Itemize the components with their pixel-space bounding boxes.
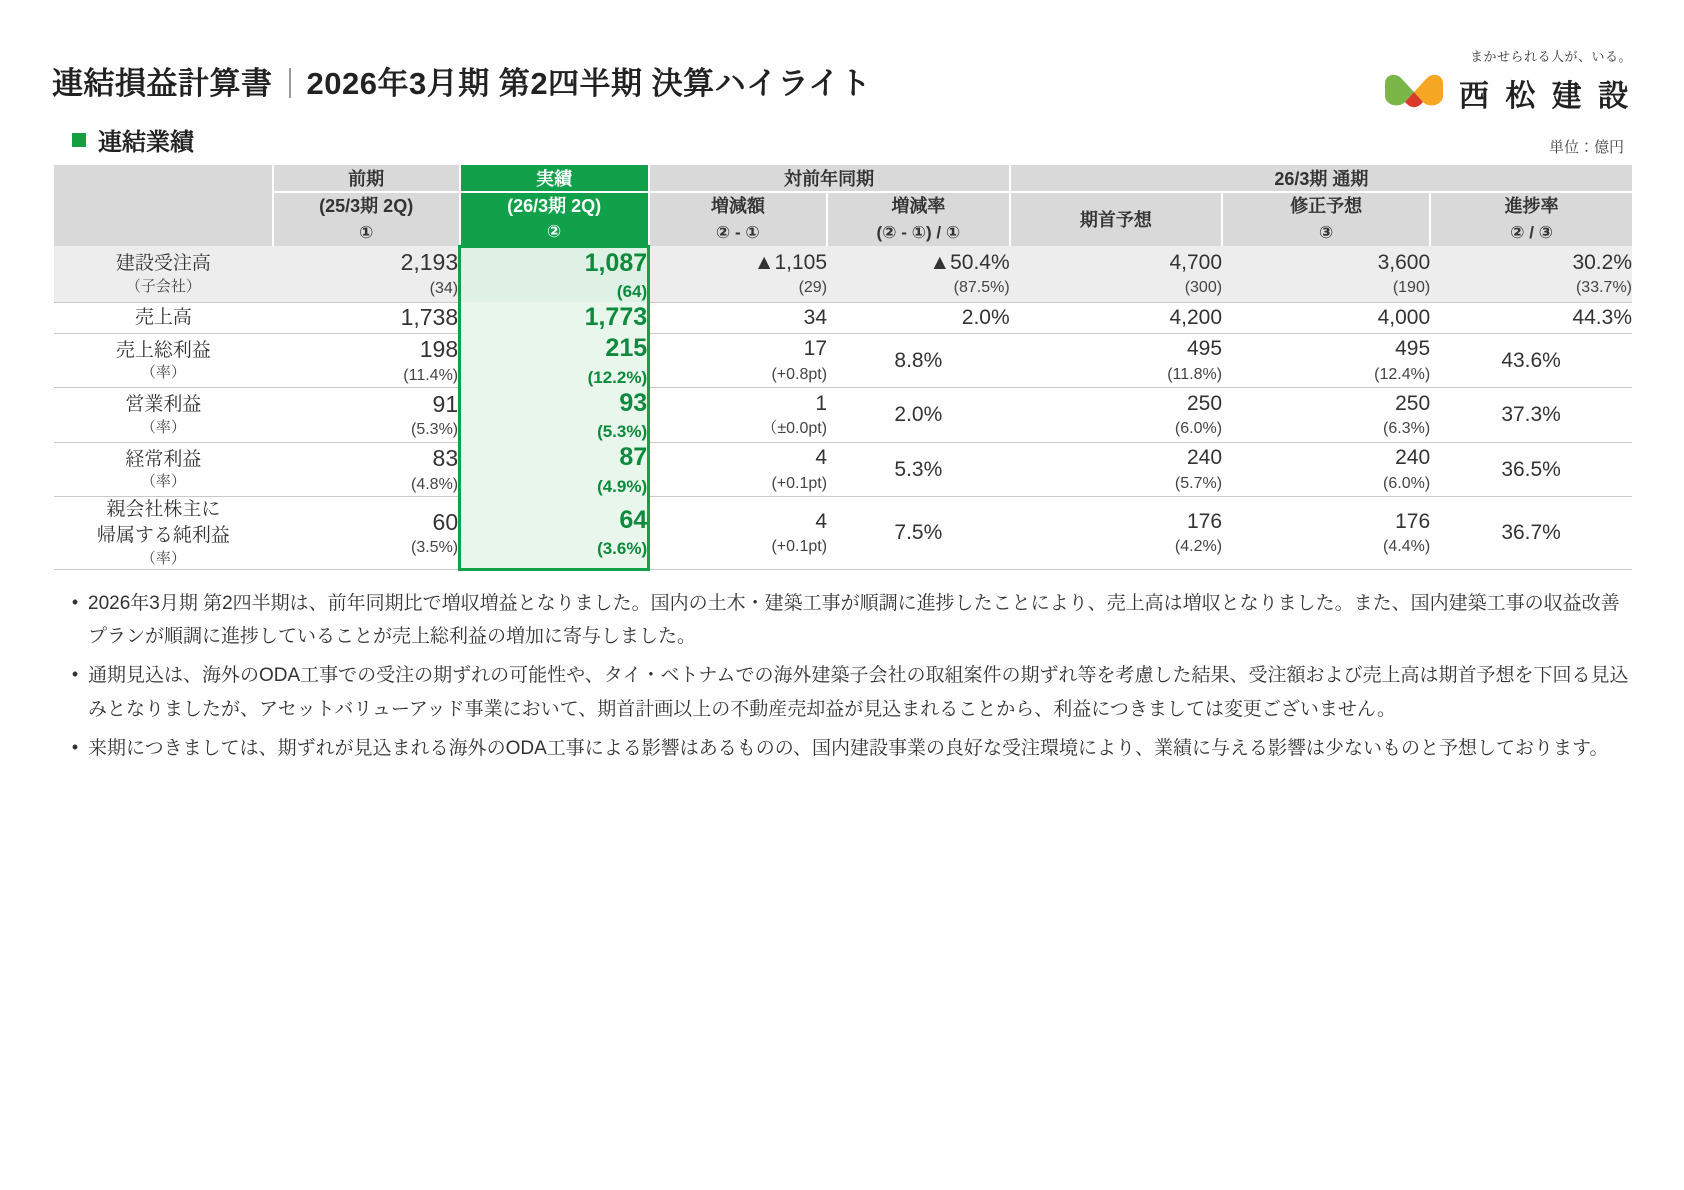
row-label-main-5: 親会社株主に xyxy=(106,499,221,521)
cell-yoy-amount-main-3: 1 xyxy=(815,391,828,415)
cell-revised-main-1: 4,000 xyxy=(1377,305,1431,329)
cell-prev-main-5: 60 xyxy=(432,508,459,535)
cell-revised-4 xyxy=(1222,442,1430,497)
header-progress-mark: ② / ③ xyxy=(1430,219,1632,246)
cell-yoy-amount-sub-4: (+0.1pt) xyxy=(771,474,828,492)
header-progress: 進捗率 xyxy=(1430,192,1632,219)
table-row xyxy=(54,246,1632,302)
unit-note: 単位：億円 xyxy=(1548,139,1624,156)
cell-actual-2 xyxy=(460,333,649,388)
cell-revised-1 xyxy=(1222,302,1430,333)
header-yoy-amount-mark: ② - ① xyxy=(649,219,827,246)
cell-initial-4 xyxy=(1010,442,1222,497)
cell-actual-1 xyxy=(460,302,649,333)
logo-row xyxy=(1383,71,1632,115)
cell-initial-2 xyxy=(1010,333,1222,388)
logo-tagline: まかせられる人が、いる。 xyxy=(1469,49,1632,64)
cell-prev-main-1: 1,738 xyxy=(400,304,459,331)
cell-prev-sub-3: (5.3%) xyxy=(411,421,459,439)
cell-yoy-amount-sub-5: (+0.1pt) xyxy=(771,538,828,556)
cell-actual-main-5: 64 xyxy=(619,506,648,535)
nishimatsu-mark-icon xyxy=(1383,71,1445,115)
cell-initial-main-3: 250 xyxy=(1187,391,1223,415)
cell-actual-4 xyxy=(460,442,649,497)
cell-prev-4 xyxy=(273,442,460,497)
cell-actual-main-2: 215 xyxy=(605,334,648,363)
cell-yoy-amount-main-5: 4 xyxy=(815,509,828,533)
cell-actual-5 xyxy=(460,497,649,570)
row-label-main-3: 営業利益 xyxy=(125,394,202,416)
cell-initial-sub-2: (11.8%) xyxy=(1167,365,1223,383)
cell-prev-sub-4: (4.8%) xyxy=(411,475,459,493)
cell-yoy-amount-3 xyxy=(649,388,827,443)
cell-revised-2 xyxy=(1222,333,1430,388)
cell-initial-sub-5: (4.2%) xyxy=(1174,538,1223,556)
note-text-0: 2026年3月期 第2四半期は、前年同期比で増収増益となりました。国内の土木・建築工事が順調に進捗したことにより、売上高は増収となりました。また、国内建築工事の収益改善プランが順調に進捗していることが売上総利益の増加に寄与しました。 xyxy=(88,592,1620,648)
table-row xyxy=(54,333,1632,388)
cell-actual-sub-5: (3.6%) xyxy=(597,539,648,559)
cell-progress-sub-0: (33.7%) xyxy=(1575,278,1632,296)
cell-yoy-rate-main-1: 2.0% xyxy=(961,305,1010,329)
cell-progress-3 xyxy=(1430,388,1632,443)
cell-revised-main-2: 495 xyxy=(1395,337,1431,361)
logo-company-name: 西 松 建 設 xyxy=(1458,80,1632,113)
cell-progress-0 xyxy=(1430,246,1632,302)
cell-yoy-rate-main-5: 7.5% xyxy=(894,521,943,545)
cell-revised-sub-2: (12.4%) xyxy=(1374,365,1431,383)
cell-revised-5 xyxy=(1222,497,1430,570)
page-header xyxy=(52,40,1632,113)
cell-yoy-rate-main-3: 2.0% xyxy=(894,403,943,427)
cell-initial-main-0: 4,700 xyxy=(1169,250,1223,274)
cell-yoy-amount-4 xyxy=(649,442,827,497)
header-revised-mark: ③ xyxy=(1222,219,1430,246)
cell-actual-main-3: 93 xyxy=(619,388,648,417)
cell-revised-0 xyxy=(1222,246,1430,302)
cell-initial-5 xyxy=(1010,497,1222,570)
header-actual-period: (26/3期 2Q) xyxy=(460,192,649,219)
table-header-sub-row xyxy=(54,192,1632,219)
cell-initial-main-2: 495 xyxy=(1187,337,1223,361)
row-label-sub-0: （子会社） xyxy=(125,277,201,295)
cell-progress-4 xyxy=(1430,442,1632,497)
cell-initial-main-5: 176 xyxy=(1187,509,1223,533)
cell-initial-main-4: 240 xyxy=(1187,446,1223,470)
cell-progress-main-0: 30.2% xyxy=(1572,250,1632,274)
cell-initial-sub-0: (300) xyxy=(1184,278,1223,296)
table-row xyxy=(54,442,1632,497)
row-label-sub-3: （率） xyxy=(140,418,186,436)
header-group-prev: 前期 xyxy=(273,165,460,192)
header-blank-cell xyxy=(54,165,273,246)
cell-actual-3 xyxy=(460,388,649,443)
title-divider-icon xyxy=(289,68,291,98)
row-label-sub-5: （率） xyxy=(140,549,186,567)
section-title-label: 連結業績 xyxy=(98,129,194,156)
cell-progress-main-3: 37.3% xyxy=(1501,403,1561,427)
cell-revised-main-4: 240 xyxy=(1395,446,1431,470)
list-item xyxy=(62,587,1632,654)
row-label-3 xyxy=(54,388,273,443)
cell-actual-sub-4: (4.9%) xyxy=(597,476,648,496)
section-header xyxy=(52,122,1632,157)
cell-yoy-amount-2 xyxy=(649,333,827,388)
cell-yoy-amount-sub-2: (+0.8pt) xyxy=(771,365,828,383)
cell-prev-main-3: 91 xyxy=(432,390,459,417)
cell-initial-sub-3: (6.0%) xyxy=(1174,420,1223,438)
cell-progress-main-5: 36.7% xyxy=(1501,521,1561,545)
cell-prev-sub-2: (11.4%) xyxy=(403,366,459,384)
cell-revised-main-0: 3,600 xyxy=(1377,250,1431,274)
cell-yoy-rate-sub-0: (87.5%) xyxy=(953,278,1010,296)
cell-actual-sub-3: (5.3%) xyxy=(597,422,648,442)
cell-yoy-rate-2 xyxy=(827,333,1010,388)
cell-yoy-amount-main-1: 34 xyxy=(803,305,828,329)
row-label-sub-2: （率） xyxy=(140,364,186,382)
cell-actual-0 xyxy=(460,246,649,302)
cell-actual-main-1: 1,773 xyxy=(584,303,648,332)
list-item xyxy=(62,732,1632,765)
page-title xyxy=(52,40,871,103)
cell-revised-3 xyxy=(1222,388,1430,443)
cell-progress-main-2: 43.6% xyxy=(1501,348,1561,372)
bullet-dot-icon: • xyxy=(71,736,79,757)
cell-initial-3 xyxy=(1010,388,1222,443)
row-label-line2-5: 帰属する純利益 xyxy=(96,524,230,546)
cell-revised-sub-4: (6.0%) xyxy=(1383,474,1431,492)
cell-yoy-amount-main-0: ▲1,105 xyxy=(753,250,828,274)
row-label-main-2: 売上総利益 xyxy=(115,339,211,361)
cell-prev-sub-5: (3.5%) xyxy=(411,539,459,557)
row-label-5 xyxy=(54,497,273,570)
cell-revised-sub-0: (190) xyxy=(1392,278,1431,296)
header-yoy-amount: 増減額 xyxy=(649,192,827,219)
header-yoy-rate-mark: (② - ①) / ① xyxy=(827,219,1010,246)
cell-revised-main-5: 176 xyxy=(1395,509,1431,533)
list-item xyxy=(62,659,1632,726)
cell-actual-sub-0: (64) xyxy=(616,281,648,301)
cell-revised-sub-3: (6.3%) xyxy=(1383,420,1431,438)
square-bullet-icon xyxy=(72,133,86,147)
cell-prev-main-4: 83 xyxy=(432,445,459,472)
table-header-group-row xyxy=(54,165,1632,192)
cell-yoy-rate-main-4: 5.3% xyxy=(894,457,943,481)
row-label-2 xyxy=(54,333,273,388)
cell-initial-1 xyxy=(1010,302,1222,333)
cell-progress-2 xyxy=(1430,333,1632,388)
section-title xyxy=(52,122,194,157)
row-label-4 xyxy=(54,442,273,497)
row-label-0 xyxy=(54,246,273,302)
header-yoy-rate: 増減率 xyxy=(827,192,1010,219)
notes-list xyxy=(52,587,1632,765)
cell-yoy-rate-main-0: ▲50.4% xyxy=(929,250,1010,274)
header-prev-mark: ① xyxy=(273,219,460,246)
cell-progress-1 xyxy=(1430,302,1632,333)
note-text-1: 通期見込は、海外のODA工事での受注の期ずれの可能性や、タイ・ベトナムでの海外建築子会社の取組案件の期ずれ等を考慮した結果、受注額および売上高は期首予想を下回る見込みとなりましたが、アセットバリューアッド事業において、期首計画以上の不動産売却益が見込まれることから、利益につきましては変更ございません。 xyxy=(88,665,1629,720)
row-label-sub-4: （率） xyxy=(140,473,186,491)
cell-progress-main-4: 36.5% xyxy=(1501,457,1561,481)
cell-yoy-amount-1 xyxy=(649,302,827,333)
cell-yoy-rate-0 xyxy=(827,246,1010,302)
table-row xyxy=(54,388,1632,443)
cell-progress-5 xyxy=(1430,497,1632,570)
header-group-actual: 実績 xyxy=(460,165,649,192)
cell-actual-sub-2: (12.2%) xyxy=(587,367,648,387)
cell-yoy-amount-sub-0: (29) xyxy=(798,278,828,296)
table-row xyxy=(54,302,1632,333)
cell-yoy-rate-1 xyxy=(827,302,1010,333)
cell-prev-0 xyxy=(273,246,460,302)
cell-yoy-rate-5 xyxy=(827,497,1010,570)
cell-prev-sub-0: (34) xyxy=(429,280,459,298)
company-logo xyxy=(1383,40,1632,115)
cell-prev-5 xyxy=(273,497,460,570)
header-group-fullyear: 26/3期 通期 xyxy=(1010,165,1632,192)
row-label-main-4: 経常利益 xyxy=(125,448,202,470)
header-revised-forecast: 修正予想 xyxy=(1222,192,1430,219)
page-title-sub: 2026年3月期 第2四半期 決算ハイライト xyxy=(306,66,872,101)
cell-yoy-rate-main-2: 8.8% xyxy=(894,348,943,372)
cell-prev-3 xyxy=(273,388,460,443)
cell-yoy-amount-0 xyxy=(649,246,827,302)
cell-yoy-rate-3 xyxy=(827,388,1010,443)
cell-yoy-amount-5 xyxy=(649,497,827,570)
table-header-mark-row xyxy=(54,219,1632,246)
cell-yoy-amount-main-2: 17 xyxy=(803,337,828,361)
cell-yoy-amount-main-4: 4 xyxy=(815,446,828,470)
bullet-dot-icon: • xyxy=(71,591,79,612)
header-prev-period: (25/3期 2Q) xyxy=(273,192,460,219)
cell-yoy-rate-4 xyxy=(827,442,1010,497)
cell-initial-sub-4: (5.7%) xyxy=(1174,474,1223,492)
cell-yoy-amount-sub-3: （±0.0pt) xyxy=(761,420,828,438)
header-group-yoy: 対前年同期 xyxy=(649,165,1010,192)
financial-table xyxy=(54,165,1632,571)
cell-initial-0 xyxy=(1010,246,1222,302)
cell-prev-main-2: 198 xyxy=(419,336,459,363)
cell-prev-main-0: 2,193 xyxy=(400,249,459,276)
page-title-main: 連結損益計算書 xyxy=(52,66,273,101)
header-initial-forecast: 期首予想 xyxy=(1010,192,1222,246)
cell-revised-main-3: 250 xyxy=(1395,391,1431,415)
bullet-dot-icon: • xyxy=(71,664,79,685)
header-actual-mark: ② xyxy=(460,219,649,246)
note-text-2: 来期につきましては、期ずれが見込まれる海外のODA工事による影響はあるものの、国内建設事業の良好な受注環境により、業績に与える影響は少ないものと予想しております。 xyxy=(88,737,1609,759)
row-label-main-1: 売上高 xyxy=(134,306,192,328)
cell-actual-main-0: 1,087 xyxy=(584,248,648,277)
row-label-1 xyxy=(54,302,273,333)
cell-prev-2 xyxy=(273,333,460,388)
cell-prev-1 xyxy=(273,302,460,333)
cell-initial-main-1: 4,200 xyxy=(1169,305,1223,329)
table-row xyxy=(54,497,1632,570)
cell-progress-main-1: 44.3% xyxy=(1572,305,1632,329)
row-label-main-0: 建設受注高 xyxy=(115,252,211,274)
cell-revised-sub-5: (4.4%) xyxy=(1383,538,1431,556)
cell-actual-main-4: 87 xyxy=(619,443,648,472)
